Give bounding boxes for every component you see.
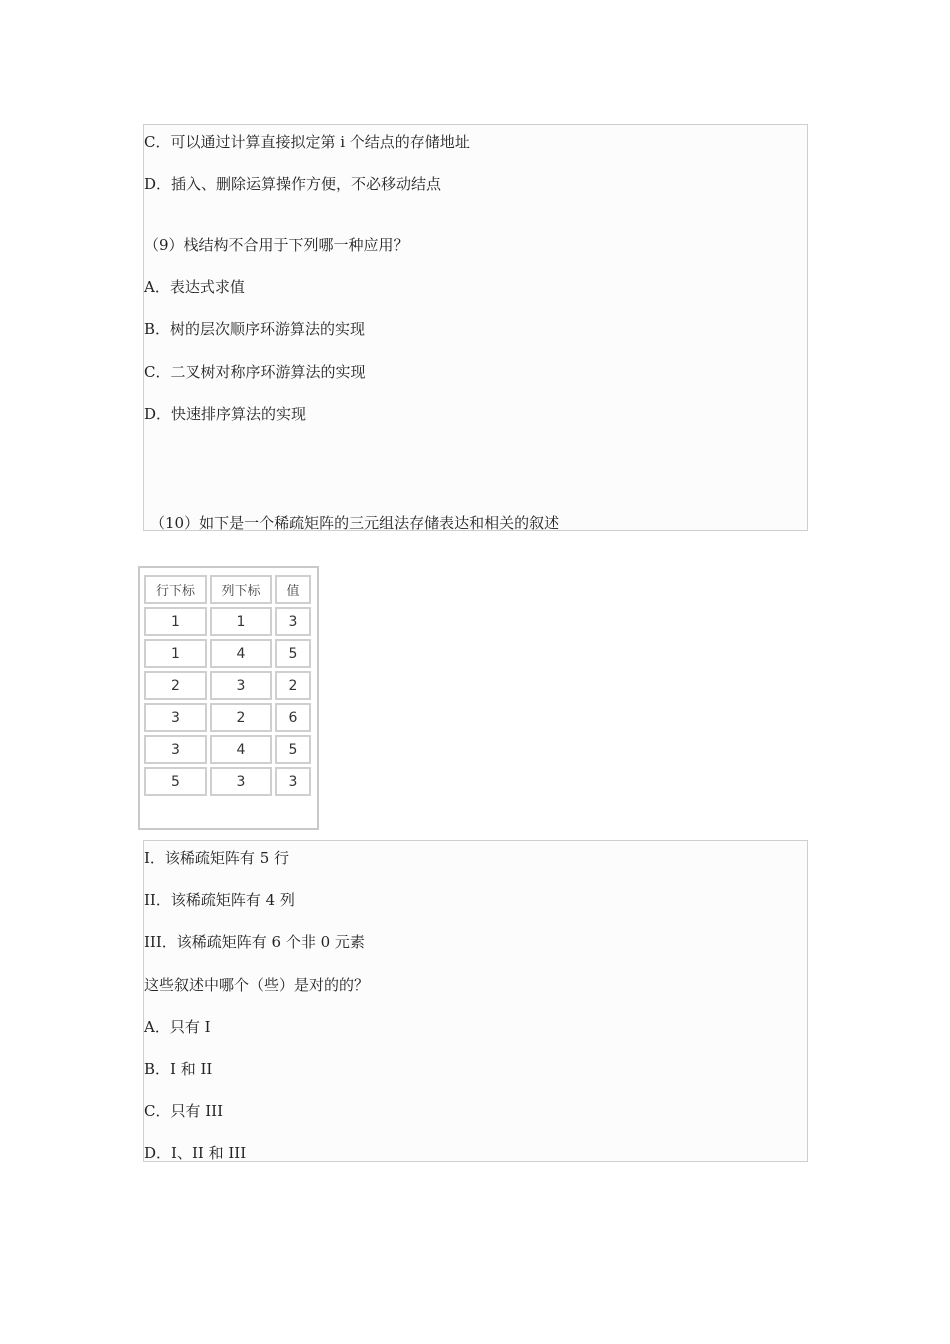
table-row: [144, 639, 311, 668]
option-c-q10: C．只有 III: [144, 1102, 224, 1120]
cell-row: 5: [144, 767, 207, 796]
cell-value: 3: [275, 767, 311, 796]
table-row: [144, 607, 311, 636]
cell-col: 2: [210, 703, 272, 732]
table-header-row: [144, 575, 311, 604]
cell-value: 3: [275, 607, 311, 636]
statement-1: I．该稀疏矩阵有 5 行: [144, 849, 290, 867]
cell-row: 1: [144, 607, 207, 636]
cell-row: 3: [144, 703, 207, 732]
cell-col: 4: [210, 735, 272, 764]
table-row: [144, 735, 311, 764]
option-d-q10: D．I、II 和 III: [144, 1144, 247, 1162]
question-10-ask: 这些叙述中哪个（些）是对的的？: [144, 976, 370, 994]
cell-value: 5: [275, 639, 311, 668]
option-b-q9: B．树的层次顺序环游算法的实现: [144, 320, 366, 338]
cell-value: 2: [275, 671, 311, 700]
option-c-q8: C．可以通过计算直接拟定第 i 个结点的存储地址: [144, 133, 470, 151]
header-row-index: 行下标: [144, 575, 207, 604]
cell-col: 1: [210, 607, 272, 636]
cell-row: 3: [144, 735, 207, 764]
table-row: [144, 671, 311, 700]
cell-value: 5: [275, 735, 311, 764]
header-col-index: 列下标: [210, 575, 272, 604]
question-9-stem: （9）栈结构不合用于下列哪一种应用？: [144, 236, 409, 254]
statement-3: III．该稀疏矩阵有 6 个非 0 元素: [144, 933, 365, 951]
cell-col: 3: [210, 767, 272, 796]
option-a-q10: A．只有 I: [144, 1018, 211, 1036]
header-value: 值: [275, 575, 311, 604]
option-d-q8: D．插入、删除运算操作方便，不必移动结点: [144, 175, 442, 193]
question-block-10: [143, 840, 808, 1162]
question-10-stem: （10）如下是一个稀疏矩阵的三元组法存储表达和相关的叙述: [150, 514, 560, 532]
cell-col: 4: [210, 639, 272, 668]
table-row: [144, 703, 311, 732]
option-a-q9: A．表达式求值: [144, 278, 245, 296]
option-d-q9: D．快速排序算法的实现: [144, 405, 307, 423]
option-c-q9: C．二叉树对称序环游算法的实现: [144, 363, 366, 381]
triple-table: [138, 566, 319, 830]
cell-value: 6: [275, 703, 311, 732]
table-row: [144, 767, 311, 796]
cell-col: 3: [210, 671, 272, 700]
question-block-9: [143, 124, 808, 531]
cell-row: 1: [144, 639, 207, 668]
cell-row: 2: [144, 671, 207, 700]
statement-2: II．该稀疏矩阵有 4 列: [144, 891, 295, 909]
option-b-q10: B．I 和 II: [144, 1060, 213, 1078]
